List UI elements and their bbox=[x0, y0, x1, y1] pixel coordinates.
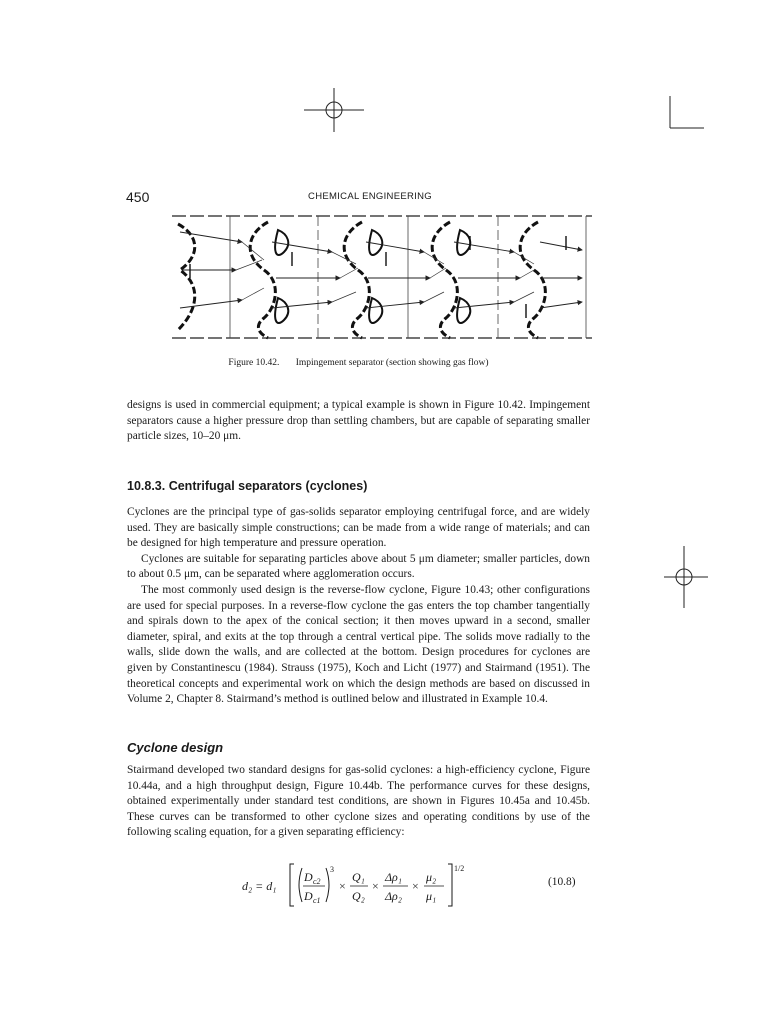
eq-term1-num: D bbox=[304, 870, 313, 884]
eq-term2-num: Q₁ bbox=[352, 870, 365, 884]
subsection-body bbox=[127, 763, 590, 841]
eq-term1-den-sub: c1 bbox=[313, 896, 321, 905]
eq-term4-den: μ₁ bbox=[426, 889, 437, 903]
section-heading: 10.8.3. Centrifugal separators (cyclones) bbox=[127, 479, 368, 493]
paragraph: The most commonly used design is the reverse-flow cyclone, Figure 10.43; other configurations are used for special purposes. In a reverse-flow cyclone the gas enters the top chamber tangentially and spirals down to the apex of the conical section; it then moves upward in a second, smaller diameter, spiral, and exits at the top through a central vertical pipe. The solids move radially to the walls, slide down the walls, and are collected at the bottom. Design procedures for cyclones are given by Constantinescu (1984). Strauss (1975), Koch and Licht (1977) and Stairmand (1951). The theoretical concepts and experimental work on which the design methods are based on discussed in Volume 2, Chapter 8. Stairmand’s method is outlined below and illustrated in Example 10.4. bbox=[127, 583, 590, 706]
running-head: CHEMICAL ENGINEERING bbox=[308, 191, 432, 202]
figure-caption-text: Impingement separator (section showing gas flow) bbox=[295, 358, 489, 368]
eq-times-3: × bbox=[412, 879, 419, 893]
paragraph: designs is used in commercial equipment; a typical example is shown in Figure 10.42. Impingement separators cause a higher pressure drop than settling chambers, but are capable of separating smaller particle sizes, 10–20 μm. bbox=[127, 399, 590, 443]
eq-times-2: × bbox=[372, 879, 379, 893]
equation-number: (10.8) bbox=[548, 876, 576, 888]
paragraph: Stairmand developed two standard designs for gas-solid cyclones: a high-efficiency cyclone, Figure 10.44a, and a high throughput design, Figure 10.44b. The performance curves for these designs, obtained experimentally under standard test conditions, are shown in Figures 10.45a and 10.45b. These curves can be transformed to other cyclone sizes and operating conditions by use of the following scaling equation, for a given separating efficiency: bbox=[127, 764, 590, 839]
eq-term4-num: μ₂ bbox=[426, 870, 437, 884]
eq-term1-den: D bbox=[304, 889, 313, 903]
eq-times-1: × bbox=[339, 879, 346, 893]
intro-paragraph bbox=[127, 398, 590, 445]
section-body bbox=[127, 505, 590, 708]
paragraph: Cyclones are the principal type of gas-solids separator employing centrifugal force, and are widely used. They are basically simple constructions; can be made from a wide range of materials; and can be designed for high temperature and pressure operation. bbox=[127, 506, 590, 550]
eq-term3-num: Δρ₁ bbox=[385, 870, 402, 884]
impingement-separator-figure bbox=[172, 212, 592, 342]
paragraph: Cyclones are suitable for separating particles above about 5 μm diameter; smaller particles, down to about 0.5 μm, can be separated where agglomeration occurs. bbox=[127, 552, 590, 581]
eq-exponent: 3 bbox=[330, 865, 334, 874]
eq-power: 1/2 bbox=[454, 864, 465, 873]
registration-mark-top bbox=[304, 88, 364, 132]
page-number: 450 bbox=[126, 189, 150, 205]
crop-mark-corner bbox=[664, 96, 704, 132]
eq-term2-den: Q₂ bbox=[352, 889, 365, 903]
eq-term1-num-sub: c2 bbox=[313, 877, 321, 886]
figure-caption-number: Figure 10.42. bbox=[228, 358, 280, 368]
equation-lhs: d₂ = d₁ bbox=[242, 879, 277, 893]
subsection-heading: Cyclone design bbox=[127, 740, 224, 755]
figure-caption bbox=[127, 358, 590, 368]
eq-term3-den: Δρ₂ bbox=[385, 889, 402, 903]
registration-mark-right bbox=[664, 546, 708, 608]
scaling-equation bbox=[240, 862, 480, 908]
